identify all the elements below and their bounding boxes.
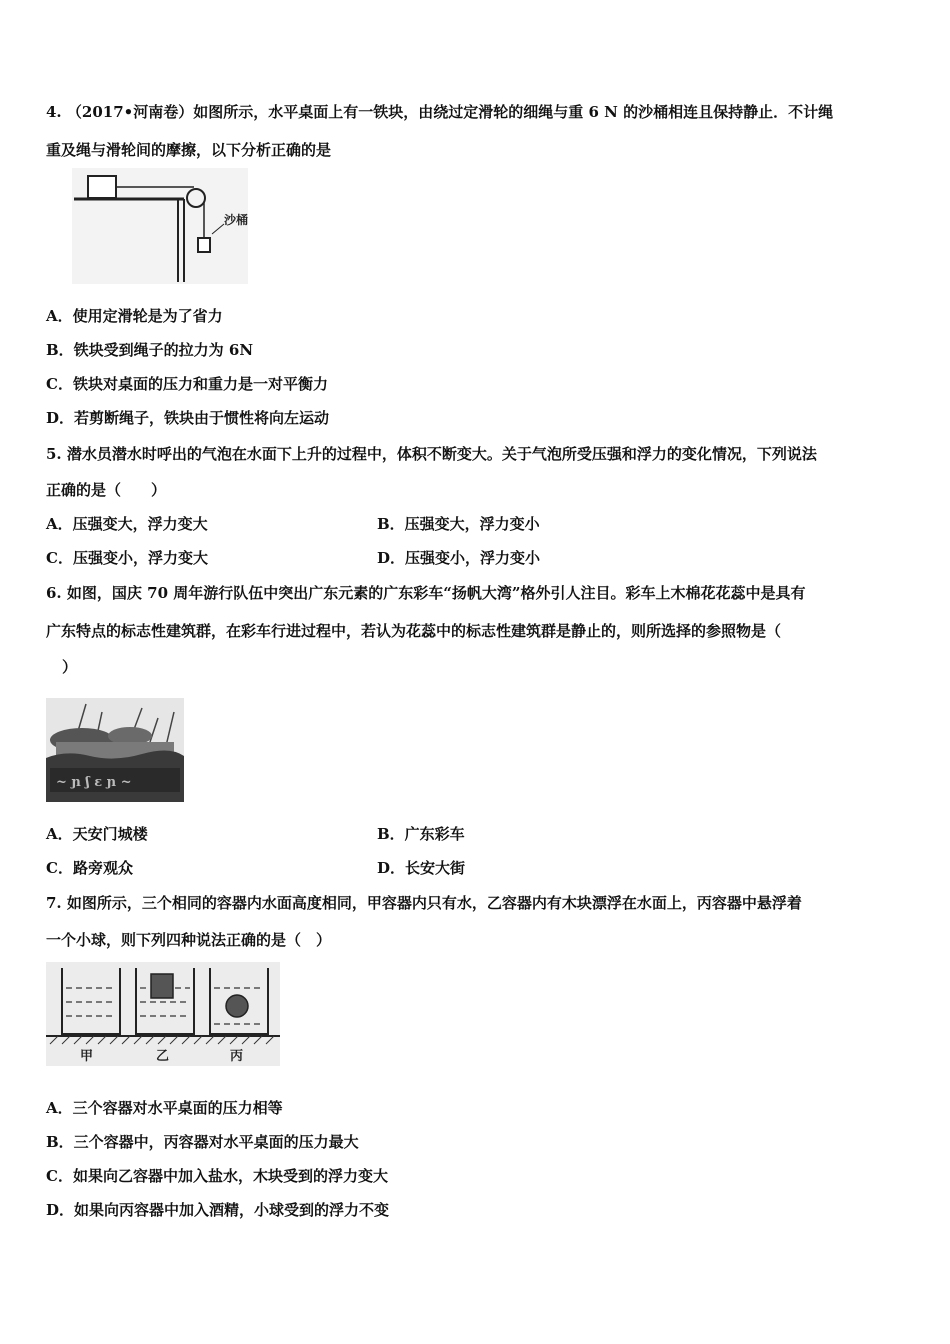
q5-stem-text1: 潜水员潜水时呼出的气泡在水面下上升的过程中，体积不断变大。关于气泡所受压强和浮力的变化情况，下列说法: [66, 445, 817, 463]
q4-source: （2017•河南卷）: [66, 103, 194, 121]
q5-stem-line1: [46, 444, 817, 464]
q6-stem-line1: [46, 583, 806, 603]
q4-figure-label: 沙桶: [224, 213, 248, 227]
q7-label-jia: 甲: [80, 1049, 94, 1064]
q6-float-photo: [46, 698, 184, 802]
q7-label-bing: 丙: [230, 1049, 244, 1064]
svg-text:~ ɲ ʃ ɛ ɲ ~: ~ ɲ ʃ ɛ ɲ ~: [56, 775, 132, 790]
q7-option-b: B．三个容器中，丙容器对水平桌面的压力最大: [46, 1133, 359, 1151]
q5-option-a: A．压强变大，浮力变大: [46, 515, 208, 533]
q4-option-b: B．铁块受到绳子的拉力为 6N: [46, 341, 254, 359]
q6-stem-line2: 广东特点的标志性建筑群，在彩车行进过程中，若认为花蕊中的标志性建筑群是静止的，则所选择的参照物是（: [46, 622, 782, 640]
q6-option-d: D．长安大街: [377, 859, 466, 877]
q5-option-b: B．压强变大，浮力变小: [377, 515, 540, 533]
q4-number: 4.: [46, 103, 62, 121]
q7-label-yi: 乙: [156, 1049, 170, 1064]
q4-stem-text1: 如图所示，水平桌面上有一铁块，由绕过定滑轮的细绳与重 6 N 的沙桶相连且保持静止．不计绳: [193, 103, 834, 121]
q6-option-b: B．广东彩车: [377, 825, 465, 843]
q6-option-a: A．天安门城楼: [46, 825, 148, 843]
q7-option-a: A．三个容器对水平桌面的压力相等: [46, 1099, 283, 1117]
q7-stem-line1: [46, 893, 802, 913]
q7-containers-figure: [46, 962, 280, 1066]
q5-stem-line2: 正确的是（ ）: [46, 481, 167, 499]
q7-number: 7.: [46, 894, 62, 912]
q6-stem-line3: ）: [62, 658, 78, 676]
q6-number: 6.: [46, 584, 62, 602]
q7-stem-text1: 如图所示，三个相同的容器内水面高度相同，甲容器内只有水，乙容器内有木块漂浮在水面上，丙容器中悬浮着: [66, 894, 802, 912]
q7-option-c: C．如果向乙容器中加入盐水，木块受到的浮力变大: [46, 1167, 388, 1185]
q7-stem-line2: 一个小球，则下列四种说法正确的是（ ）: [46, 931, 332, 949]
q7-option-d: D．如果向丙容器中加入酒精，小球受到的浮力不变: [46, 1201, 390, 1219]
q4-option-c: C．铁块对桌面的压力和重力是一对平衡力: [46, 375, 328, 393]
q4-option-d: D．若剪断绳子，铁块由于惯性将向左运动: [46, 409, 330, 427]
q6-stem-text1: 如图，国庆 70 周年游行队伍中突出广东元素的广东彩车“扬帆大湾”格外引人注目。彩车上木棉花花蕊中是具有: [66, 584, 806, 602]
q4-stem-line2: 重及绳与滑轮间的摩擦，以下分析正确的是: [46, 141, 332, 159]
q4-pulley-figure: [72, 168, 248, 284]
q5-number: 5.: [46, 445, 62, 463]
q5-option-d: D．压强变小，浮力变小: [377, 549, 541, 567]
q4-stem-line1: [46, 102, 833, 122]
q4-option-a: A．使用定滑轮是为了省力: [46, 307, 223, 325]
q6-option-c: C．路旁观众: [46, 859, 133, 877]
q5-option-c: C．压强变小，浮力变大: [46, 549, 208, 567]
